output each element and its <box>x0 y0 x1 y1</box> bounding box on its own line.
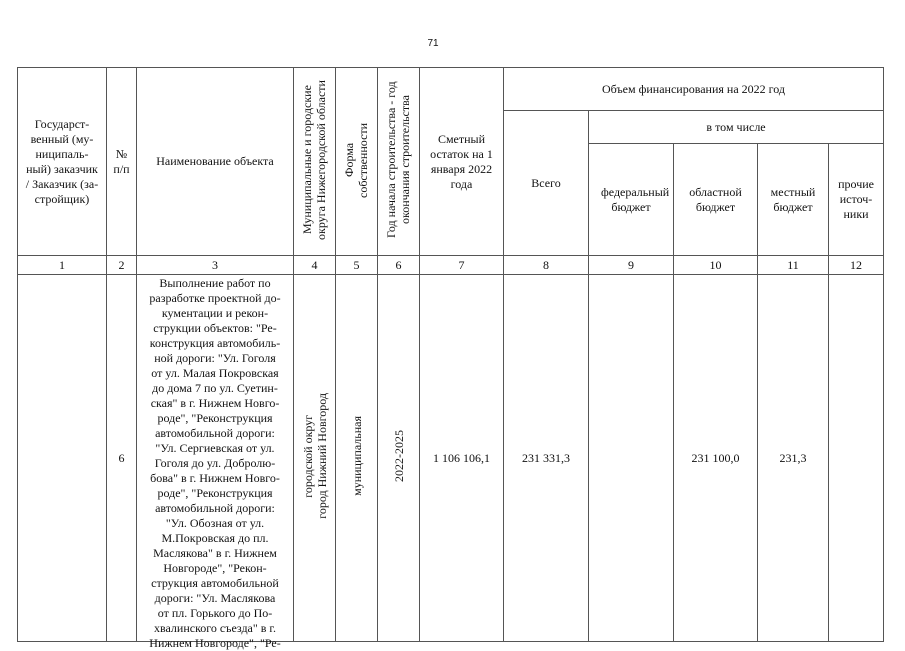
header-including: в том числе <box>589 111 884 144</box>
column-number: 1 <box>18 256 107 275</box>
header-ownership-text: Форма собственности <box>341 121 370 198</box>
object-name-line: ская" в г. Нижнем Новго- <box>150 396 280 410</box>
column-number: 4 <box>294 256 336 275</box>
table-row <box>18 275 884 642</box>
row-estimated-balance: 1 106 106,1 <box>420 275 504 642</box>
object-name-line: разработке проектной до- <box>149 291 281 305</box>
object-name-line: Гоголя до ул. Добролю- <box>154 456 276 470</box>
row-municipality <box>294 275 336 642</box>
header-regional: областной бюджет <box>674 144 758 256</box>
row-years <box>378 275 420 642</box>
object-name-line: Маслякова" в г. Нижнем <box>153 546 277 560</box>
row-ownership <box>336 275 378 642</box>
object-name-line: от пл. Горького до По- <box>157 606 273 620</box>
header-other: прочие источ-ники <box>829 144 884 256</box>
column-number: 8 <box>504 256 589 275</box>
object-name-line: хвалинского съезда" в г. <box>153 621 277 635</box>
column-number: 12 <box>829 256 884 275</box>
row-years-text: 2022-2025 <box>391 430 406 482</box>
object-name-line: автомобильной дороги: <box>155 426 275 440</box>
header-row-1 <box>18 68 884 111</box>
column-number: 7 <box>420 256 504 275</box>
object-name-line: от ул. Малая Покровская <box>151 366 279 380</box>
column-number: 6 <box>378 256 420 275</box>
header-ownership <box>336 68 378 256</box>
row-federal <box>589 275 674 642</box>
object-name-line: автомобильной дороги: <box>155 501 275 515</box>
row-number: 6 <box>107 275 137 642</box>
row-municipality-text <box>301 393 329 519</box>
row-local: 231,3 <box>758 275 829 642</box>
object-name-line: струкции объектов: "Ре- <box>153 321 277 335</box>
object-name-line: "Ул. Сергиевская от ул. <box>155 441 275 455</box>
header-municipality <box>294 68 336 256</box>
object-name-line: кументации и рекон- <box>161 306 269 320</box>
object-name-line: "Ул. Обозная от ул. <box>165 516 265 530</box>
column-number: 5 <box>336 256 378 275</box>
header-construction-years <box>378 68 420 256</box>
column-number: 10 <box>674 256 758 275</box>
header-total: Всего <box>504 111 589 256</box>
object-name-line: Нижнем Новгороде", "Ре- <box>149 636 281 650</box>
column-number: 2 <box>107 256 137 275</box>
object-name-line: конструкция автомобиль- <box>149 336 281 350</box>
row-object-name <box>137 275 294 650</box>
municipality-line-2: город Нижний Новгород <box>314 393 329 519</box>
object-name-line: дороги: "Ул. Маслякова <box>154 591 276 605</box>
column-number: 11 <box>758 256 829 275</box>
column-number: 3 <box>137 256 294 275</box>
column-number-row <box>18 256 884 275</box>
object-name-line: роде", "Реконструкция <box>157 486 273 500</box>
object-name-line: до дома 7 по ул. Суетин- <box>152 381 278 395</box>
object-name-line: бова" в г. Нижнем Новго- <box>150 471 280 485</box>
page-number: 71 <box>427 38 439 49</box>
row-customer <box>18 275 107 642</box>
financing-table <box>17 67 884 650</box>
row-ownership-text: муниципальная <box>349 416 364 496</box>
header-financing-volume: Объем финансирования на 2022 год <box>504 68 884 111</box>
object-name-line: роде", "Реконструкция <box>157 411 273 425</box>
row-total: 231 331,3 <box>504 275 589 642</box>
header-customer: Государст-венный (му-ниципаль-ный) заказчик / Заказчик (за-стройщик) <box>18 68 107 256</box>
header-object-name: Наименование объекта <box>137 68 294 256</box>
row-other <box>829 275 884 642</box>
object-name-line: Выполнение работ по <box>159 276 271 290</box>
header-municipality-text: Муниципальные и городские округа Нижегородской области <box>299 79 328 240</box>
header-local: местный бюджет <box>758 144 829 256</box>
object-name-line: М.Покровская до пл. <box>161 531 269 545</box>
object-name-line: Новгороде", "Рекон- <box>163 561 267 575</box>
municipality-line-1: городской округ <box>300 414 315 498</box>
object-name-line: струкция автомобильной <box>151 576 279 590</box>
header-construction-years-text: Год начала строительства - год окончания строительства <box>383 81 412 238</box>
header-number: № п/п <box>107 68 137 256</box>
object-name-lines <box>137 276 293 650</box>
column-number: 9 <box>589 256 674 275</box>
object-name-line: ной дороги: "Ул. Гоголя <box>154 351 276 365</box>
row-regional: 231 100,0 <box>674 275 758 642</box>
header-federal: федеральный бюджет <box>589 144 674 256</box>
header-estimated-balance: Сметный остаток на 1 января 2022 года <box>420 68 504 256</box>
